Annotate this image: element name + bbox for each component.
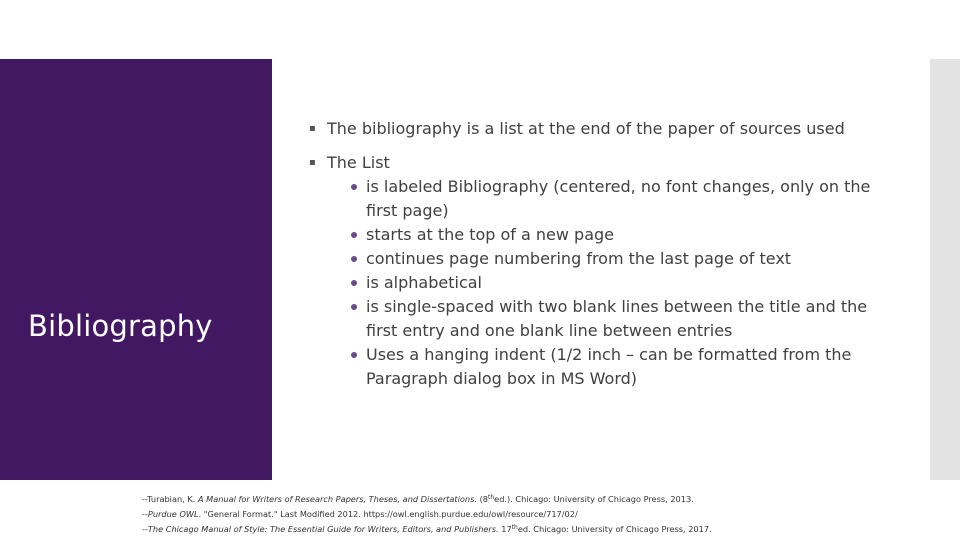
bullet-intro: [300, 117, 900, 141]
title-panel: [0, 59, 272, 480]
reference-publisher: ed.). Chicago: University of Chicago Press, 2013.: [494, 494, 694, 504]
reference-detail: . "General Format." Last Modified 2012. https://owl.english.purdue.edu/owl/resource/717/02/: [198, 509, 578, 519]
reference-prefix: --Turabian, K.: [142, 494, 198, 504]
reference-title: The Chicago Manual of Style: The Essential Guide for Writers, Editors, and Publishers.: [147, 524, 499, 534]
bullet-marker: ▪: [309, 157, 316, 168]
references-footer: [142, 491, 942, 536]
bullet-dot: [351, 184, 357, 190]
sub-bullet-item: [300, 343, 900, 391]
sub-bullet-text: starts at the top of a new page: [366, 225, 615, 244]
sub-bullet-item: [300, 175, 900, 223]
slide-title: Bibliography: [28, 309, 213, 343]
bullet-dot: [351, 280, 357, 286]
bullet-marker: ▪: [309, 123, 316, 134]
reference-detail: (8: [476, 494, 488, 504]
sub-bullet-item: [300, 247, 900, 271]
reference-title: Purdue OWL: [147, 509, 199, 519]
sub-bullet-item: [300, 271, 900, 295]
sub-bullet-text: is labeled Bibliography (centered, no font changes, only on the first page): [366, 177, 871, 220]
sub-bullet-text: Uses a hanging indent (1/2 inch – can be formatted from the Paragraph dialog box in MS Word): [366, 345, 852, 388]
bullet-dot: [351, 352, 357, 358]
side-accent-bar: [930, 59, 960, 480]
reference-detail: 17: [498, 524, 512, 534]
content-area: [300, 117, 900, 391]
sub-bullet-item: [300, 295, 900, 343]
sub-bullet-list: [300, 175, 900, 391]
bullet-text: The bibliography is a list at the end of the paper of sources used: [327, 119, 845, 138]
reference-entry: [142, 521, 942, 536]
bullet-dot: [351, 232, 357, 238]
reference-prefix: --: [142, 524, 148, 534]
sub-bullet-text: is alphabetical: [366, 273, 482, 292]
reference-publisher: ed. Chicago: University of Chicago Press, 2017.: [517, 524, 712, 534]
reference-sup: th: [511, 524, 518, 531]
bullet-list-heading: [300, 151, 900, 175]
reference-title: A Manual for Writers of Research Papers, Theses, and Dissertations.: [197, 494, 477, 504]
bullet-text: The List: [327, 153, 390, 172]
reference-prefix: --: [142, 509, 148, 519]
reference-entry: [142, 491, 942, 506]
sub-bullet-item: [300, 223, 900, 247]
sub-bullet-text: is single-spaced with two blank lines between the title and the first entry and one blank line between entries: [366, 297, 868, 340]
reference-sup: th: [488, 494, 495, 501]
sub-bullet-text: continues page numbering from the last page of text: [366, 249, 792, 268]
bullet-dot: [351, 256, 357, 262]
reference-entry: [142, 506, 942, 521]
bullet-dot: [351, 304, 357, 310]
